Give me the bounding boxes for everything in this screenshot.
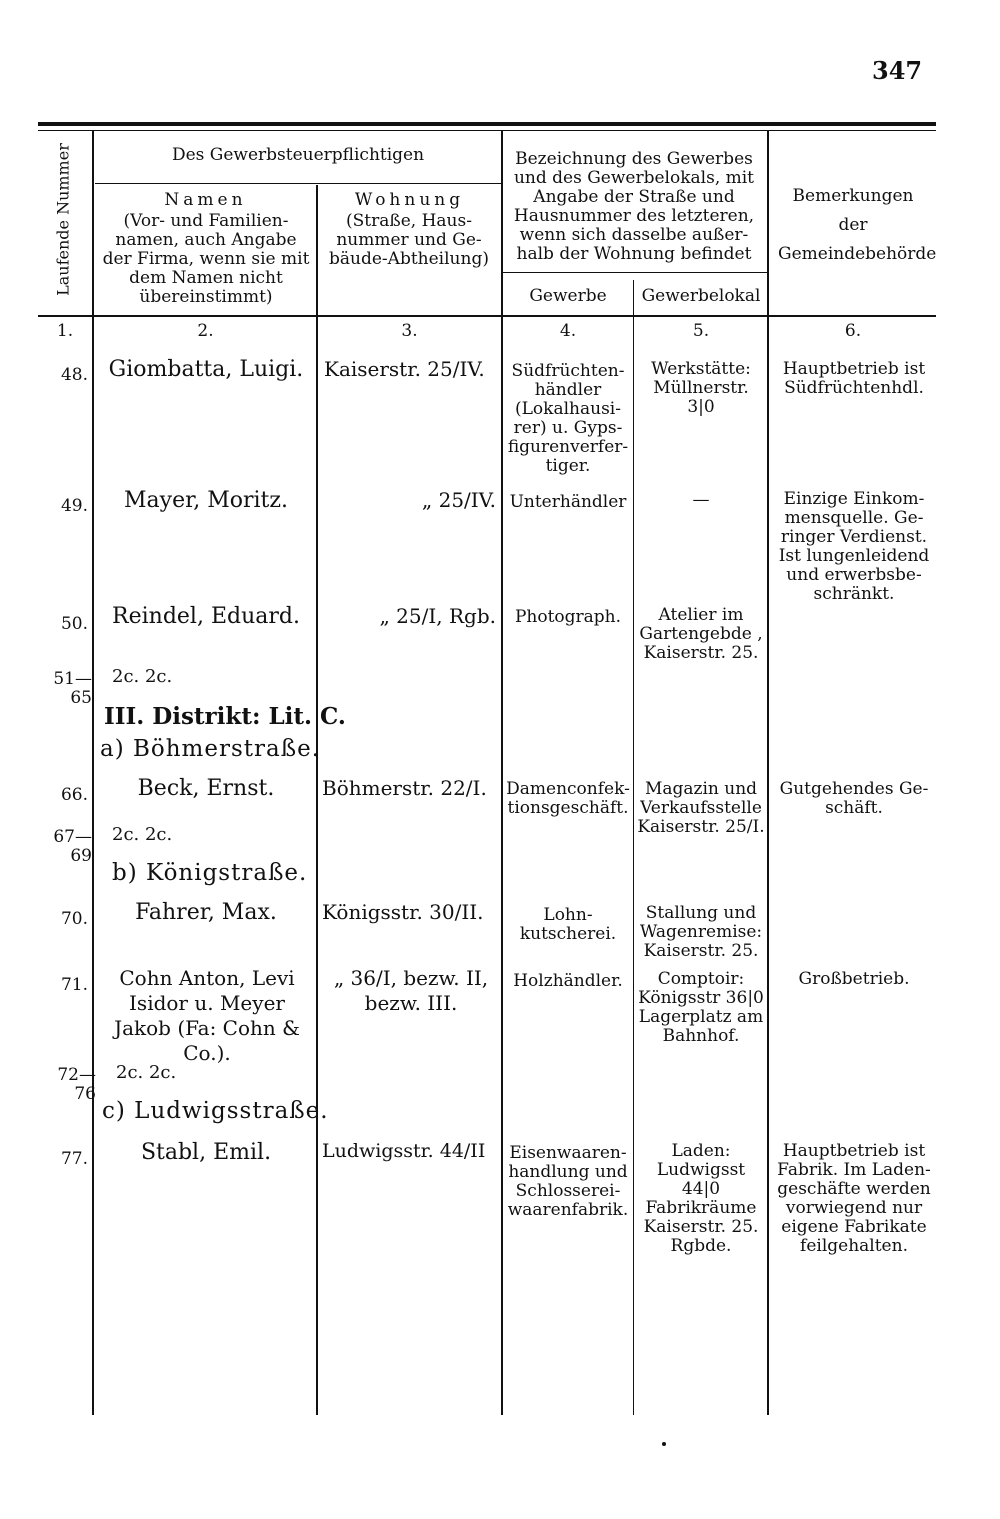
entry-bemerkung: Gutgehendes Ge-schäft. [779,779,929,818]
entry-name: Fahrer, Max. [135,900,277,925]
col-divider-4 [633,280,634,1415]
entry-name: Reindel, Eduard. [112,604,300,629]
row-number: 72—76 [57,1065,96,1104]
row-number: 67—69 [53,827,92,866]
entry-gewerbe: Holzhändler. [513,971,623,991]
gewerbe-split-rule [503,272,769,273]
header-namen-desc: (Vor- und Familien-namen, auch Angabe der Firma, wenn sie mit dem Namen nicht übereinstimmt) [102,211,310,307]
header-gewerbe: Gewerbe [529,286,607,306]
col-divider-5 [767,130,769,1415]
col-number-1: 1. [56,321,74,341]
col-divider-2 [316,185,318,1415]
col-number-2: 2. [197,321,214,341]
row-number: 49. [60,496,88,516]
entry-gewerbe: Lohn-kutscherei. [519,905,617,944]
entry-name: 2c. 2c. [116,1062,177,1083]
row-number: 77. [60,1149,88,1169]
entry-bemerkung: Hauptbetrieb ist Fabrik. Im Laden-geschäfte werden vorwiegend nur eigene Fabrikate feilgehalten. [777,1141,931,1256]
row-number: 48. [60,365,88,385]
entry-wohnung: Böhmerstr. 22/I. [322,776,487,800]
entry-lokal: Laden: Ludwigsst 44|0 Fabrikräume Kaiserstr. 25. Rgbde. [643,1141,759,1256]
entry-gewerbe: Unterhändler [509,492,627,512]
col-number-5: 5. [692,321,710,341]
subsection-heading: b) Königstraße. [112,860,308,886]
row-number: 66. [60,785,88,805]
row-number: 70. [60,909,88,929]
section-heading: III. Distrikt: Lit. C. [104,703,346,730]
entry-name: Giombatta, Luigi. [108,357,304,382]
entry-gewerbe: Südfrüchten-händler (Lokalhausi-rer) u. Gyps-figurenverfer-tiger. [507,361,629,476]
entry-lokal: Comptoir: Königsstr 36|0 Lagerplatz am Bahnhof. [638,969,764,1046]
entry-wohnung: „ 36/I, bezw. II, bezw. III. [333,966,489,1015]
entry-bemerkung: Einzige Einkom-mensquelle. Ge-ringer Verdienst. Ist lungenleidend und erwerbsbe-schränkt. [778,489,930,604]
entry-name: 2c. 2c. [112,666,173,687]
top-rule-thick [38,122,936,126]
entry-name: 2c. 2c. [112,824,173,845]
entry-lokal: Stallung und Wagenremise: Kaiserstr. 25. [639,903,763,961]
entry-bemerkung: Hauptbetrieb ist Südfrüchtenhdl. [782,359,926,398]
entry-lokal: Magazin und Verkaufsstelle Kaiserstr. 25/I. [637,779,765,837]
header-bemerkungen: Bemerkungen der Gemeindebehörde [778,186,937,264]
top-rule-thin [38,130,936,131]
entry-name: Mayer, Moritz. [124,488,288,513]
subsection-heading: a) Böhmerstraße. [100,736,321,762]
header-gewerbelokal: Gewerbelokal [641,286,761,306]
entry-name: Stabl, Emil. [140,1140,272,1165]
header-wohnung-desc: (Straße, Haus-nummer und Ge-bäude-Abtheilung) [329,211,489,269]
entry-gewerbe: Photograph. [514,607,622,627]
col-divider-1 [92,130,94,1415]
row-number: 71. [60,975,88,995]
entry-bemerkung: Großbetrieb. [798,969,910,989]
header-gewerbsteuer-group: Des Gewerbsteuerpflichtigen [171,145,425,165]
entry-gewerbe: Eisenwaaren-handlung und Schlosserei-waarenfabrik. [507,1143,629,1220]
page-number: 347 [872,56,923,85]
entry-wohnung: „ 25/IV. [421,488,496,512]
entry-gewerbe: Damenconfek-tionsgeschäft. [506,779,630,818]
col-number-4: 4. [559,321,577,341]
header-wohnung-title: Wohnung [354,190,465,210]
entry-lokal: Atelier im Gartengebde , Kaiserstr. 25. [639,605,763,663]
header-bezeichnung: Bezeichnung des Gewerbes und des Gewerbelokals, mit Angabe der Straße und Hausnummer des letzteren, wenn sich dasselbe außer-halb der Wohnung befindet [513,149,755,264]
col-number-3: 3. [401,321,418,341]
entry-lokal: — [692,490,710,510]
row-number: 51—65 [53,669,92,708]
entry-name: Cohn Anton, Levi Isidor u. Meyer Jakob (Fa: Cohn & Co.). [114,966,300,1065]
entry-wohnung: Königsstr. 30/II. [322,900,484,924]
mark-dot [662,1442,666,1446]
entry-wohnung: Ludwigsstr. 44/II [322,1140,486,1162]
header-bottom-rule [38,315,936,317]
subsection-heading: c) Ludwigsstraße. [102,1098,329,1124]
entry-wohnung: Kaiserstr. 25/IV. [324,357,485,381]
entry-name: Beck, Ernst. [137,776,275,801]
header-namen-title: Namen [164,190,247,210]
header-laufende-nummer: Laufende Nummer [53,143,73,296]
col-number-6: 6. [844,321,862,341]
group-rule [95,183,501,184]
row-number: 50. [60,614,88,634]
entry-wohnung: „ 25/I, Rgb. [379,604,496,628]
entry-lokal: Werkstätte: Müllnerstr. 3|0 [651,359,751,417]
